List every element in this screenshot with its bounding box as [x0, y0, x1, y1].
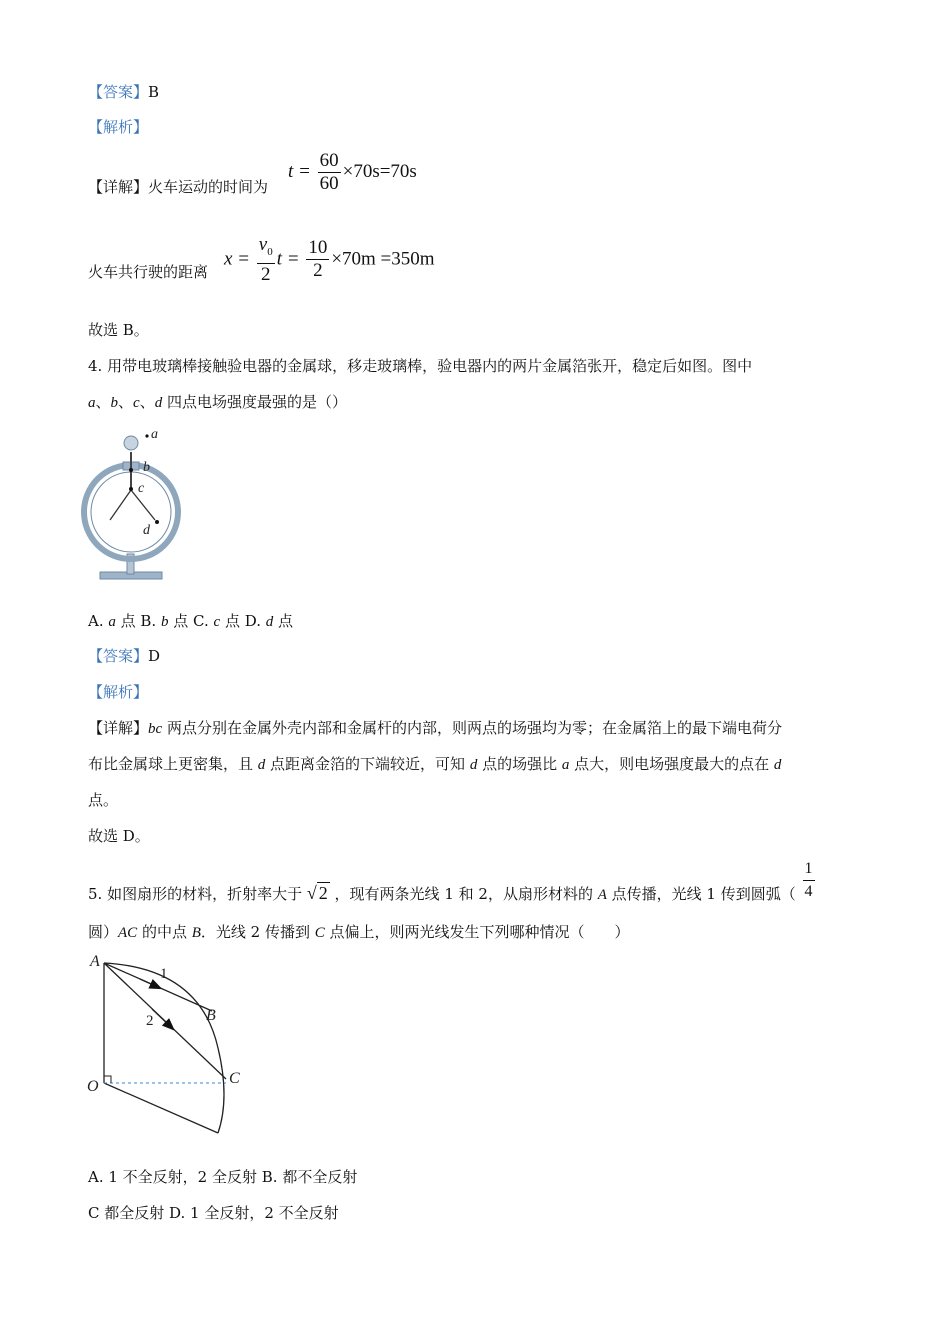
time-equation — [288, 150, 417, 195]
q4-stem-line1: 4. 用带电玻璃棒接触验电器的金属球，移走玻璃棒，验电器内的两片金属箔张开，稳定后如图。图中 — [88, 357, 753, 375]
ray-2-arrow — [152, 1009, 173, 1029]
electroscope-ball — [124, 436, 138, 450]
quarter-fraction: $\frac{1}{4}$ — [804, 860, 813, 900]
q5-options-line1: A. 1 不全反射，2 全反射 B. 都不全反射 — [88, 1168, 358, 1186]
sector-figure — [80, 948, 260, 1138]
label-B: B — [206, 1007, 216, 1024]
right-angle-mark — [104, 1076, 111, 1083]
q4-analysis-line — [88, 682, 148, 702]
edge-bottom — [104, 1083, 218, 1133]
point-d-dot — [155, 520, 159, 524]
label-ray-2: 2 — [146, 1013, 154, 1029]
answer-value: B — [148, 83, 160, 101]
ten-fraction — [306, 237, 329, 282]
sqrt-2: √ 2 — [306, 882, 328, 903]
label-ray-1: 1 — [160, 966, 168, 982]
q3-time-line — [88, 150, 417, 196]
time-eq-rhs: ×70s=70s — [342, 160, 417, 182]
point-a-dot — [145, 434, 148, 437]
detail-tag: 【详解】 — [88, 719, 149, 737]
time-fraction-den: 60 — [319, 173, 339, 194]
time-eq-lhs: t = — [288, 160, 311, 182]
distance-eq-t: t = — [276, 248, 300, 270]
ten-fraction-den: 2 — [313, 260, 323, 282]
analysis-tag: 【解析】 — [88, 118, 149, 136]
v0-fraction-den: 2 — [260, 263, 271, 285]
label-d: d — [143, 523, 150, 538]
label-A: A — [90, 953, 100, 970]
point-c-dot — [129, 487, 133, 491]
ray-1-arrow — [140, 979, 160, 988]
analysis-tag: 【解析】 — [88, 683, 149, 701]
q4-detail-line1: 【详解】bc 两点分别在金属外壳内部和金属杆的内部，则两点的场强均为零；在金属箔上的最下端电荷分 — [88, 719, 782, 737]
label-O: O — [87, 1078, 99, 1095]
q3-analysis-line — [88, 117, 148, 137]
q4-detail-line3: 点。 — [88, 791, 119, 809]
q4-options: A. a 点 B. b 点 C. c 点 D. d 点 — [88, 612, 294, 630]
distance-text: 火车共行驶的距离 — [88, 263, 209, 281]
q4-answer-line — [88, 646, 160, 666]
ten-fraction-num: 10 — [308, 237, 328, 259]
q4-conclusion: 故选 D。 — [88, 827, 150, 845]
answer-tag: 【答案】 — [88, 647, 149, 665]
q3-answer-line — [88, 82, 159, 102]
detail-tag: 【详解】 — [88, 178, 149, 196]
time-fraction — [318, 150, 341, 195]
distance-eq-lhs: x = — [224, 248, 251, 270]
point-b-dot — [129, 468, 133, 472]
q3-distance-line — [88, 234, 435, 285]
v0-fraction — [257, 234, 275, 286]
answer-tag: 【答案】 — [88, 83, 149, 101]
q3-conclusion: 故选 B。 — [88, 321, 149, 339]
q4-stem-line2: a、b、c、d 四点电场强度最强的是（） — [88, 393, 347, 411]
label-c: c — [138, 481, 145, 496]
label-a: a — [151, 427, 158, 442]
q5-options-line2: C 都全反射 D. 1 全反射，2 不全反射 — [88, 1204, 339, 1222]
time-fraction-num: 60 — [319, 150, 339, 171]
electroscope-figure — [80, 422, 190, 584]
distance-eq-rhs: ×70m =350m — [331, 248, 435, 270]
q5-stem-line1: 5. 如图扇形的材料，折射率大于 √ 2 ，现有两条光线 1 和 2，从扇形材料的 A 点传播，光线 1 传到圆弧（ $\frac{1}{4}$ — [88, 860, 813, 903]
q5-stem-line2: 圆）AC 的中点 B．光线 2 传播到 C 点偏上，则两光线发生下列哪种情况（ ） — [88, 923, 630, 941]
v0-fraction-num: $v_0$ — [257, 234, 275, 264]
label-b: b — [143, 460, 150, 475]
sector-arc — [104, 963, 224, 1133]
q4-detail-line2: 布比金属球上更密集，且 d 点距离金箔的下端较近，可知 d 点的场强比 a 点大，则电场强度最大的点在 d — [88, 755, 782, 773]
answer-value: D — [148, 647, 161, 665]
label-C: C — [229, 1070, 240, 1087]
distance-equation — [224, 234, 435, 286]
time-text: 火车运动的时间为 — [148, 178, 269, 196]
